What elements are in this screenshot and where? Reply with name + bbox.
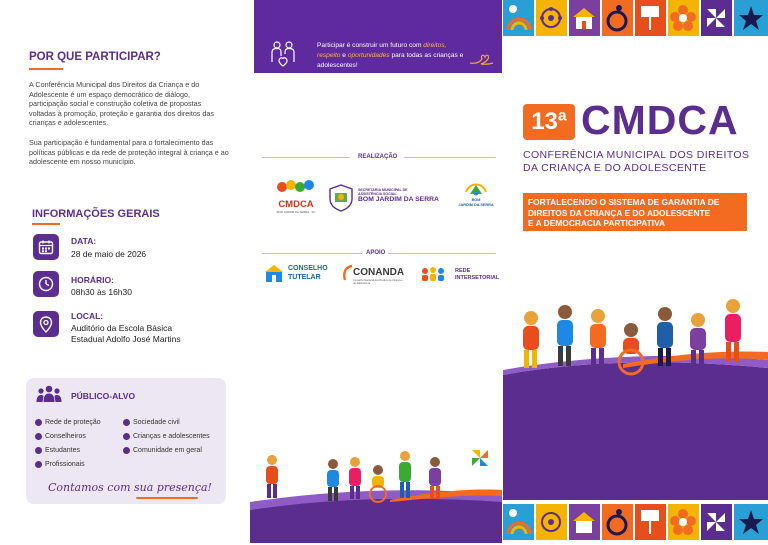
closing-underline	[136, 497, 198, 499]
place-label: LOCAL:	[71, 311, 104, 321]
children-illustration-large	[503, 290, 768, 500]
target-audience-col-2	[123, 415, 210, 457]
realizacao-divider-right	[404, 157, 496, 158]
logo-conanda-text: CONANDA	[353, 267, 405, 278]
check-icon	[123, 419, 130, 426]
logo-secretaria	[328, 184, 439, 214]
logo-secretaria-line-2: BOM JARDIM DA SERRA	[358, 196, 439, 203]
info-title: INFORMAÇÕES GERAIS	[32, 208, 160, 220]
theme-line-2: DIREITOS DA CRIANÇA E DO ADOLESCENTE	[528, 207, 711, 218]
tile-school-icon	[569, 504, 600, 540]
why-paragraph-1: A Conferência Municipal dos Direitos da Criança e do Adolescente é um espaço democrático de diálogo, participação social e construção coletiva de propostas voltadas à promoção, proteção e garantia dos direitos das crianças e adolescentes.	[29, 80, 214, 128]
theme-line-1: FORTALECENDO O SISTEMA DE GARANTIA DE	[528, 197, 720, 207]
logo-bom-jardim-line-2: JARDIM DA SERRA	[458, 203, 494, 207]
left-panel	[0, 0, 245, 543]
tile-rainbow-icon	[503, 0, 534, 36]
cover-panel	[503, 0, 768, 543]
list-item: Conselheiros	[35, 429, 101, 443]
theme-banner	[523, 193, 747, 231]
bottom-tile-strip	[503, 500, 768, 543]
logo-rede-line-1: REDE	[455, 268, 471, 274]
logo-cmdca-sub: BOM JARDIM DA SERRA - SC	[276, 210, 316, 214]
general-info-section	[8, 194, 238, 346]
location-pin-icon	[33, 311, 59, 337]
list-item: Rede de proteção	[35, 415, 101, 429]
tile-rainbow-icon	[503, 504, 534, 540]
middle-panel	[250, 0, 502, 543]
tile-star-icon	[734, 504, 768, 540]
logo-rede-intersetorial	[420, 264, 498, 288]
cover-subtitle-line-1: CONFERÊNCIA MUNICIPAL DOS DIREITOS	[523, 149, 750, 161]
target-audience-box	[26, 378, 226, 504]
logo-rede-line-2: INTERSETORIAL	[455, 275, 500, 281]
tile-school-icon	[569, 0, 600, 36]
target-audience-wrapper	[8, 370, 238, 510]
edition-badge: 13ª	[523, 104, 575, 140]
why-underline	[29, 68, 63, 70]
tile-flower-icon	[668, 504, 699, 540]
family-heart-icon	[268, 40, 302, 73]
list-item: Sociedade civil	[123, 415, 210, 429]
banner-message: Participar é construir um futuro com direitos, respeito e oportunidades para todas as crianças e adolescentes!	[317, 42, 464, 69]
why-title: POR QUE PARTICIPAR?	[29, 51, 161, 63]
why-participate-section	[8, 38, 238, 196]
tile-wheelchair-icon	[602, 0, 633, 36]
realizacao-divider-left	[262, 157, 350, 158]
tile-star-icon	[734, 0, 768, 36]
time-value: 08h30 às 16h30	[71, 287, 132, 297]
logo-bom-jardim	[456, 180, 496, 214]
cover-subtitle-line-2: DA CRIANÇA E DO ADOLESCENTE	[523, 162, 707, 174]
check-icon	[35, 419, 42, 426]
top-tile-strip	[503, 0, 768, 40]
logo-cmdca	[274, 178, 318, 216]
time-label: HORÁRIO:	[71, 275, 114, 285]
logo-ct-line-1: CONSELHO	[288, 265, 328, 272]
place-value-line-1: Auditório da Escola Básica	[71, 323, 173, 333]
apoio-divider-left	[262, 253, 362, 254]
tile-network-icon	[536, 0, 567, 36]
check-icon	[123, 447, 130, 454]
logo-conanda	[342, 264, 404, 288]
tile-pinwheel-icon	[701, 0, 732, 36]
list-item: Profissionais	[35, 457, 101, 471]
check-icon	[123, 433, 130, 440]
pinwheel-icon	[472, 450, 488, 466]
top-banner	[254, 0, 502, 73]
theme-line-3: E A DEMOCRACIA PARTICIPATIVA	[528, 218, 666, 228]
list-item: Comunidade em geral	[123, 443, 210, 457]
children-illustration-small	[250, 440, 502, 543]
why-paragraph-2: Sua participação é fundamental para o fortalecimento das políticas públicas e da rede de proteção integral à criança e ao adolescente em nosso município.	[29, 138, 229, 167]
list-item: Crianças e adolescentes	[123, 429, 210, 443]
list-item: Estudantes	[35, 443, 101, 457]
logo-conanda-sub: Conselho Nacional dos Direitos da Criança e do Adolescente	[353, 279, 403, 285]
logo-cmdca-text: CMDCA	[278, 199, 314, 210]
target-audience-title: PÚBLICO-ALVO	[71, 391, 136, 401]
cover-title: CMDCA	[581, 97, 739, 143]
closing-message: Contamos com sua presença!	[48, 481, 212, 494]
logo-secretaria-line-1: SECRETARIA MUNICIPAL DE ASSISTÊNCIA SOCIAL	[358, 188, 408, 196]
check-icon	[35, 461, 42, 468]
clock-icon	[33, 271, 59, 297]
date-label: DATA:	[71, 236, 97, 246]
tile-pinwheel-icon	[701, 504, 732, 540]
tile-protest-icon	[635, 0, 666, 36]
logo-bom-jardim-line-1: BOM	[471, 198, 481, 202]
check-icon	[35, 433, 42, 440]
calendar-icon	[33, 234, 59, 260]
apoio-divider-right	[388, 253, 496, 254]
info-underline	[32, 223, 60, 225]
apoio-label: APOIO	[366, 250, 386, 256]
check-icon	[35, 447, 42, 454]
date-value: 28 de maio de 2026	[71, 249, 147, 259]
place-value-line-2: Estadual Adolfo José Martins	[71, 334, 181, 344]
logo-conselho-tutelar	[264, 262, 328, 286]
realizacao-label: REALIZAÇÃO	[358, 154, 398, 160]
tile-protest-icon	[635, 504, 666, 540]
tile-flower-icon	[668, 0, 699, 36]
tile-wheelchair-icon	[602, 504, 633, 540]
logo-ct-line-2: TUTELAR	[288, 274, 321, 281]
target-audience-col-1	[35, 415, 101, 471]
people-icon	[36, 385, 62, 408]
tile-network-icon	[536, 504, 567, 540]
heart-doodle-icon	[468, 52, 494, 71]
